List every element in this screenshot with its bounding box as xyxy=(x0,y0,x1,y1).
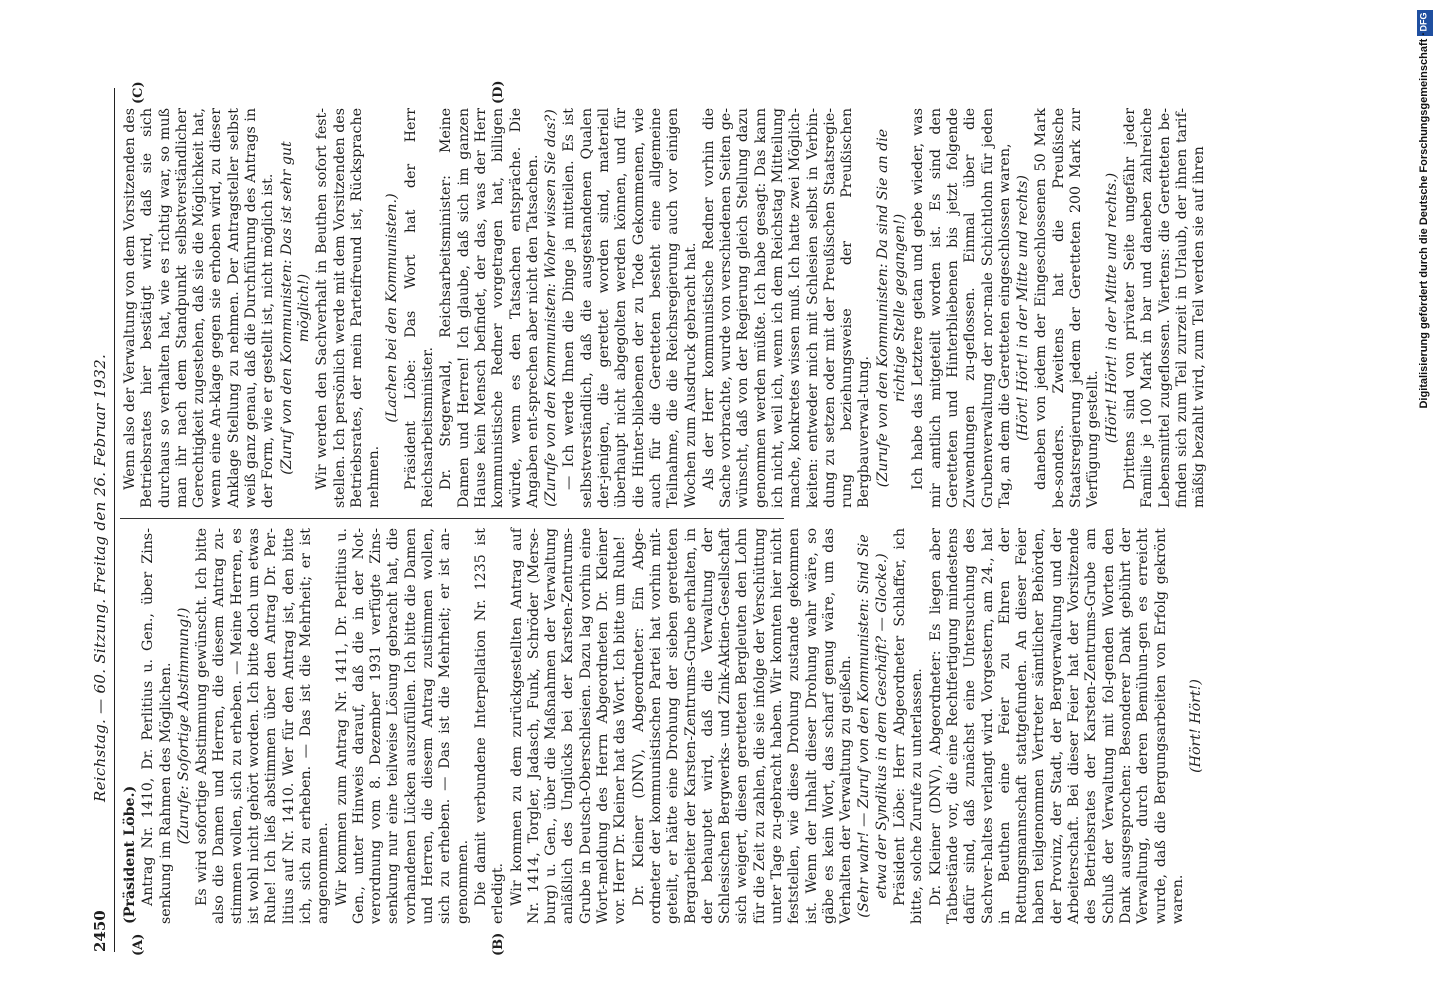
interjection: (Zurufe: Sofortige Abstimmung!) xyxy=(175,607,192,845)
page-header xyxy=(90,88,115,952)
right-column xyxy=(122,108,1208,508)
speech-president: Präsident Löbe: Herr Abgeordneter Schlaffer, ich bitte, solche Zurufe zu unterlassen. xyxy=(892,528,926,924)
paragraph: Wir kommen zu dem zurückgestellten Antrag auf Nr. 1414, Torgler, Jadasch, Funk, Schröder (Merse-burg) u. Gen., über die Maßnahmen der Verwaltung anläßlich des Unglücks bei der Karsten-Zentrums-Grube in Deutsch-Oberschlesien. Dazu lag vorhin eine Wort-meldung des Herrn Abgeordneten Dr. Kleiner vor. Herr Dr. Kleiner hat das Wort. Ich bitte um Ruhe! xyxy=(508,528,629,924)
interjection: (Hört! Hört! in der Mitte und rechts.) xyxy=(1103,172,1120,444)
paragraph: Ich habe das Letztere getan und gebe wieder, was mir amtlich mitgeteilt worden ist. Es sind den Geretteten und Hinterbliebenen bis jetzt folgende Zuwendungen zu-geflossen. Einmal über die Grubenverwaltung der nor-male Schichtlohn für jeden Tag, an dem die Geretteten eingeschlossen waren, xyxy=(910,108,1013,508)
paragraph: daneben von jedem der Eingeschlossenen 50 Mark be-sonders. Zweitens hat die Preußische Staatsregierung jedem der Geretteten 200 Mark zur Verfügung gestellt. xyxy=(1033,108,1102,508)
interjection: (Hört! Hört!) xyxy=(1188,679,1205,773)
paragraph: — Ich werde Ihnen die Dinge ja mitteilen. Es ist selbstverständlich, daß die ausgestandenen Qualen der-jenigen, die gerettet worden sind, materiell überhaupt nicht abgegolten werden können, und für die Hinter-bliebenen der zu Tode Gekommenen, wie auch für die Geretteten besteht eine allgemeine Teilnahme, die die Reichsregierung auch vor einigen Wochen zum Ausdruck gebracht hat. xyxy=(561,108,699,508)
paragraph: Es wird sofortige Abstimmung gewünscht. Ich bitte also die Damen und Herren, die diesem Antrag zu-stimmen wollen, sich zu erheben. — Meine Herren, es ist wohl nicht gehört worden. Ich bitte doch um etwas Ruhe! Ich ließ abstimmen über den Antrag Dr. Per-litius auf Nr. 1410. Wer für den Antrag ist, den bitte ich, sich zu erheben. — Das ist die Mehrheit; er ist angenommen. xyxy=(194,528,332,924)
paragraph: Die damit verbundene Interpellation Nr. 1235 ist erledigt. xyxy=(472,528,507,924)
paragraph: Als der Herr kommunistische Redner vorhin die Sache vorbrachte, wurde von verschiedenen Seiten ge-wünscht, daß von der Regierung gleich Stellung dazu genommen werden müßte. Ich habe gesagt: Das kann ich nicht, weil ich, wenn ich dem Reichstag Mitteilung mache, konkretes wissen muß. Ich hatte zwei Möglich-keiten: entweder mich mit Schlesien selbst in Verbin-dung zu setzen oder mit der Preußischen Staatsregie-rung beziehungsweise der Preußischen Bergbauverwal-tung. xyxy=(700,108,873,508)
digitization-credit: Digitalisierung gefördert durch die Deutsche Forschungsgemeinschaft · xyxy=(1418,32,1430,409)
interjection: (Lachen bei den Kommunisten.) xyxy=(384,193,401,423)
margin-mark-c: (C) xyxy=(131,81,146,104)
interjection: (Zuruf von den Kommunisten: Das ist sehr gut möglich!) xyxy=(278,141,312,475)
interjection: (Zurufe von den Kommunisten: Woher wissen Sie das?) xyxy=(543,109,560,507)
scanned-page xyxy=(90,80,1410,960)
running-title: Reichstag. — 60. Sitzung. Freitag den 26. Februar 1932. xyxy=(91,353,109,802)
margin-mark-d: (D) xyxy=(491,80,506,104)
paragraph: Wir kommen zum Antrag Nr. 1411, Dr. Perlitius u. Gen., unter Hinweis darauf, daß die in der Not-verordnung vom 8. Dezember 1931 verfügte Zins-senkung nur eine teilweise Lösung gebracht hat, die vorhandenen Lücken auszufüllen. Ich bitte die Damen und Herren, die diesem Antrag zustimmen wollen, sich zu erheben. — Das ist die Mehrheit; er ist an-genommen. xyxy=(333,528,471,924)
margin-mark-a: (A) xyxy=(131,933,146,956)
interjection: (Zurufe von den Kommunisten: Da sind Sie an die richtige Stelle gegangen!) xyxy=(874,128,909,488)
dfg-logo: DFG xyxy=(1417,10,1433,36)
paragraph: Wir werden den Sachverhalt in Beuthen sofort fest-stellen. Ich persönlich werde mit dem Vorsitzenden des Betriebsrates, der mein Parteifreund ist, Rücksprache nehmen. xyxy=(314,108,383,508)
speech-kleiner: Dr. Kleiner (DNV), Abgeordneter: Ein Abge-ordneter der kommunistischen Partei hat vorhin mit-geteilt, er hätte eine Drohung der sieben geretteten Bergarbeiter der Karsten-Zentrums-Grube erhalten, in der behauptet wird, daß die Verwaltung der Schlesischen Bergwerks- und Zink-Aktien-Gesellschaft sich weigert, diesen geretteten Bergleuten den Lohn für die Zeit zu zahlen, die sie infolge der Verschüttung unter Tage zu-gebracht haben. Wir konnten hier nicht feststellen, wie diese Drohung zustande gekommen ist. Wenn der Inhalt dieser Drohung wahr wäre, so gäbe es kein Wort, das scharf genug wäre, um das Verhalten der Verwaltung zu geißeln. xyxy=(630,528,855,924)
page-number: 2450 xyxy=(91,910,109,952)
speaker-continuation: (Präsident Löbe.) xyxy=(122,785,138,924)
paragraph: Antrag Nr. 1410, Dr. Perlitius u. Gen., über Zins-senkung im Rahmen des Möglichen. xyxy=(140,528,174,924)
paragraph: Drittens sind von privater Seite ungefähr jeder Familie je 100 Mark in bar und daneben zahlreiche Lebensmittel zugeflossen. Viertens: die Geretteten be-finden sich zum Teil zurzeit in Urlaub, der ihnen tarif-mäßig bezahlt wird, zum Teil werden sie auf ihren xyxy=(1121,108,1208,508)
margin-mark-b: (B) xyxy=(491,932,506,956)
speech-president: Präsident Löbe: Das Wort hat der Herr Reichsarbeitsminister. xyxy=(402,108,437,508)
speech-kleiner: Dr. Kleiner (DNV), Abgeordneter: Es liegen aber Tatbestände vor, die eine Rechtfertigung mindestens dafür sind, daß zunächst eine Untersuchung des Sachver-haltes verlangt wird. Vorgestern, am 24., hat in Beuthen eine Feier zu Ehren der Rettungsmannschaft stattgefunden. An dieser Feier haben teilgenommen Vertreter sämtlicher Behörden, der Provinz, der Stadt, der Bergverwaltung und der Arbeiterschaft. Bei dieser Feier hat der Vorsitzende des Betriebsrates der Karsten-Zentrums-Grube am Schluß der Verwaltung mit fol-genden Worten den Dank ausgesprochen: Besonderer Dank gebührt der Verwaltung, durch deren Bemühun-gen es erreicht wurde, daß die Bergungsarbeiten von Erfolg gekrönt waren. xyxy=(927,528,1186,924)
paragraph: Wenn also der Verwaltung von dem Vorsitzenden des Betriebsrates hier bestätigt wird, daß sie sich durchaus so verhalten hat, wie es richtig war, so muß man ihr nach dem Standpunkt selbstverständlicher Gerechtigkeit zugestehen, daß sie die Möglichkeit hat, wenn eine An-klage gegen sie erhoben wird, zu dieser Anklage Stellung zu nehmen. Der Antragsteller selbst weiß ganz genau, daß die Durchführung des Antrags in der Form, wie er gestellt ist, nicht möglich ist. xyxy=(122,108,277,508)
interjection: (Hört! Hört! in der Mitte und rechts) xyxy=(1015,175,1032,441)
interjection: (Sehr wahr! — Zuruf von den Kommunisten: Sind Sie etwa der Syndikus in dem Geschäft? — Glocke.) xyxy=(856,534,890,918)
speech-stegerwald: Dr. Stegerwald, Reichsarbeitsminister: Meine Damen und Herren! Ich glaube, daß sich im ganzen Hause kein Mensch befindet, der das, was der Herr kommunistische Redner vorgetragen hat, billigen würde, wenn es den Tatsachen entspräche. Die Angaben ent-sprechen aber nicht den Tatsachen. xyxy=(438,108,541,508)
left-column xyxy=(122,528,1205,924)
column-divider xyxy=(120,518,784,519)
